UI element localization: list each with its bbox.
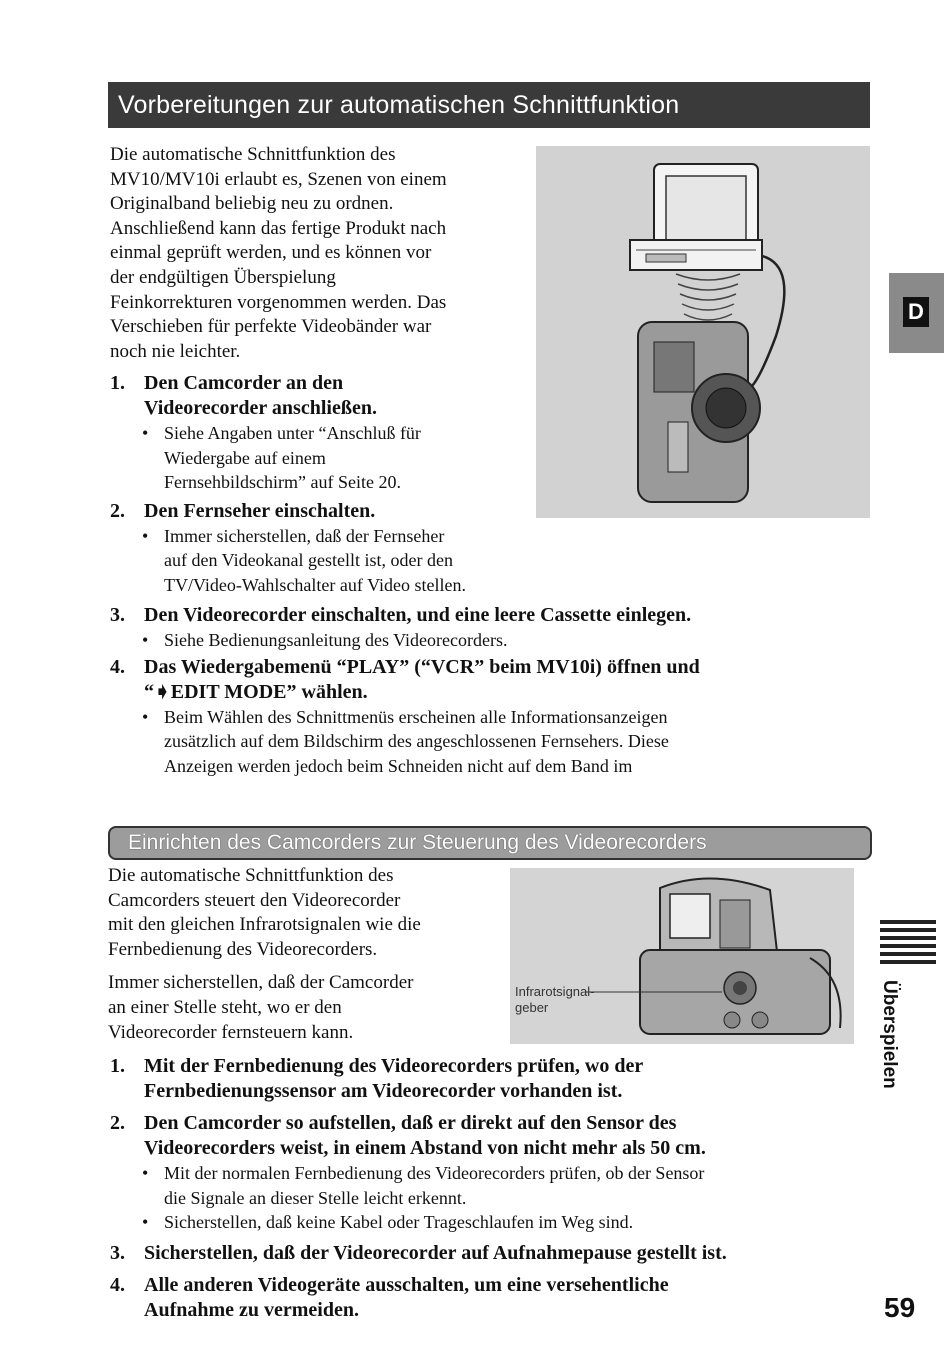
chapter-tab — [889, 273, 944, 353]
bullet-text: TV/Video-Wahlschalter auf Video stellen. — [164, 574, 466, 595]
step-3-heading — [110, 1241, 870, 1266]
ir-emitter-label — [515, 984, 594, 1016]
intro-line: der endgültigen Überspielung — [110, 266, 336, 288]
bullet-text: Anzeigen werden jedoch beim Schneiden nicht auf dem Band im — [164, 755, 633, 776]
step-1-heading — [110, 371, 830, 421]
step-text: Den Camcorder so aufstellen, daß er direkt auf den Sensor des — [144, 1112, 677, 1134]
side-section-label — [876, 970, 906, 1090]
step-number: 2. — [110, 499, 125, 522]
step-text: Den Camcorder an den — [144, 372, 344, 394]
step-text: Mit der Fernbedienung des Videorecorders prüfen, wo der — [144, 1055, 644, 1077]
section-title-bar — [108, 826, 872, 860]
step-text: “➧EDIT MODE” wählen. — [144, 680, 368, 703]
step-4-heading — [110, 655, 830, 705]
intro2-line: mit den gleichen Infrarotsignalen wie die — [108, 914, 421, 936]
step-text: Aufnahme zu vermeiden. — [144, 1298, 359, 1321]
page-title: Vorbereitungen zur automatischen Schnittfunktion — [118, 90, 680, 119]
intro-line: Feinkorrekturen vorgenommen werden. Das — [110, 291, 447, 313]
intro-line: einmal geprüft werden, und es können vor — [110, 242, 432, 264]
side-label-text: Überspielen — [879, 980, 900, 1089]
bullet-item: • Mit der normalen Fernbedienung des Videorecorders prüfen, ob der Sensor die Signale an dieser Stelle leicht erkennt. — [142, 1163, 705, 1208]
bullet-item: • Siehe Bedienungsanleitung des Videorecorders. — [110, 628, 830, 653]
step-number: 2. — [110, 1112, 125, 1134]
intro3-line: Videorecorder fernsteuern kann. — [108, 1021, 354, 1043]
step-text: Fernbedienungssensor am Videorecorder vorhanden ist. — [144, 1080, 623, 1102]
intro-line: noch nie leichter. — [110, 340, 241, 362]
bullet-item: • Sicherstellen, daß keine Kabel oder Trageschlaufen im Weg sind. — [110, 1210, 870, 1235]
bullet-text: Siehe Bedienungsanleitung des Videorecorders. — [164, 630, 508, 650]
step-number: 3. — [110, 604, 125, 626]
bullet-text: die Signale an dieser Stelle leicht erkennt. — [164, 1187, 467, 1208]
bullet-text: Mit der normalen Fernbedienung des Videorecorders prüfen, ob der Sensor — [164, 1163, 705, 1183]
step-text: Das Wiedergabemenü “PLAY” (“VCR” beim MV10i) öffnen und — [144, 655, 700, 678]
step-1-heading — [110, 1054, 870, 1104]
step-2-heading — [110, 499, 830, 524]
step-2-heading — [110, 1111, 870, 1161]
steps-section-2 — [110, 1054, 870, 1323]
step-3-heading — [110, 603, 830, 628]
step-number: 1. — [110, 1055, 125, 1077]
intro2-line: Fernbedienung des Videorecorders. — [108, 938, 378, 960]
step-text: Sicherstellen, daß der Videorecorder auf Aufnahmepause gestellt ist. — [144, 1241, 727, 1264]
section-title: Einrichten des Camcorders zur Steuerung des Videorecorders — [128, 831, 707, 854]
bullet-item: • Beim Wählen des Schnittmenüs erscheinen alle Informationsanzeigen zusätzlich auf dem Bildschirm des angeschlossenen Fernsehers. Diese Anzeigen werden jedoch beim Schneiden nicht auf dem Band im — [142, 706, 669, 776]
step-text: Alle anderen Videogeräte ausschalten, um eine versehentliche — [144, 1273, 669, 1296]
section-2-intro — [108, 864, 508, 1045]
bullet-text: Wiedergabe auf einem — [164, 447, 326, 468]
intro2-line: Die automatische Schnittfunktion des — [108, 865, 394, 886]
intro3-line: an einer Stelle steht, wo er den — [108, 996, 342, 1018]
intro-line: Die automatische Schnittfunktion des — [110, 144, 396, 165]
bullet-text: auf den Videokanal gestellt ist, oder den — [164, 550, 454, 570]
bullet-text: zusätzlich auf dem Bildschirm des angeschlossenen Fernsehers. Diese — [164, 731, 669, 751]
intro2-line: Camcorders steuert den Videorecorder — [108, 889, 401, 911]
step-4-heading — [110, 1273, 870, 1323]
section-marker-lines — [880, 920, 936, 968]
intro-line: MV10/MV10i erlaubt es, Szenen von einem — [110, 168, 447, 190]
intro3-line: Immer sicherstellen, daß der Camcorder — [108, 972, 414, 994]
ir-label-line: geber — [515, 1000, 549, 1015]
intro-line: Verschieben für perfekte Videobänder war — [110, 316, 432, 338]
step-number: 4. — [110, 1273, 125, 1296]
bullet-text: Fernsehbildschirm” auf Seite 20. — [164, 472, 401, 492]
bullet-text: Sicherstellen, daß keine Kabel oder Trageschlaufen im Weg sind. — [164, 1212, 634, 1232]
bullet-text: Immer sicherstellen, daß der Fernseher — [164, 525, 445, 546]
step-text: Den Fernseher einschalten. — [144, 499, 376, 522]
ir-label-line: Infrarotsignal- — [515, 984, 595, 999]
page-number: 59 — [884, 1292, 916, 1323]
step-number: 4. — [110, 655, 125, 678]
intro-line: Anschließend kann das fertige Produkt nach — [110, 217, 447, 239]
step-number: 1. — [110, 372, 125, 394]
page-title-bar — [108, 82, 870, 128]
step-text: Den Videorecorder einschalten, und eine leere Cassette einlegen. — [144, 604, 692, 626]
bullet-text: Siehe Angaben unter “Anschluß für — [164, 423, 421, 443]
step-text: Videorecorders weist, in einem Abstand von nicht mehr als 50 cm. — [144, 1137, 706, 1159]
bullet-item: • Siehe Angaben unter “Anschluß für Wiedergabe auf einem Fernsehbildschirm” auf Seite 20. — [142, 423, 421, 492]
steps-section-1 — [110, 371, 830, 778]
intro-line: Originalband beliebig neu zu ordnen. — [110, 193, 394, 215]
intro-paragraph — [110, 143, 530, 364]
chapter-letter: D — [903, 297, 929, 327]
step-number: 3. — [110, 1241, 125, 1264]
step-text: Videorecorder anschließen. — [144, 397, 377, 419]
bullet-text: Beim Wählen des Schnittmenüs erscheinen alle Informationsanzeigen — [164, 706, 668, 727]
bullet-item: • Immer sicherstellen, daß der Fernseher auf den Videokanal gestellt ist, oder den TV/Video-Wahlschalter auf Video stellen. — [142, 525, 466, 595]
ir-emitter-illustration — [510, 868, 854, 1044]
